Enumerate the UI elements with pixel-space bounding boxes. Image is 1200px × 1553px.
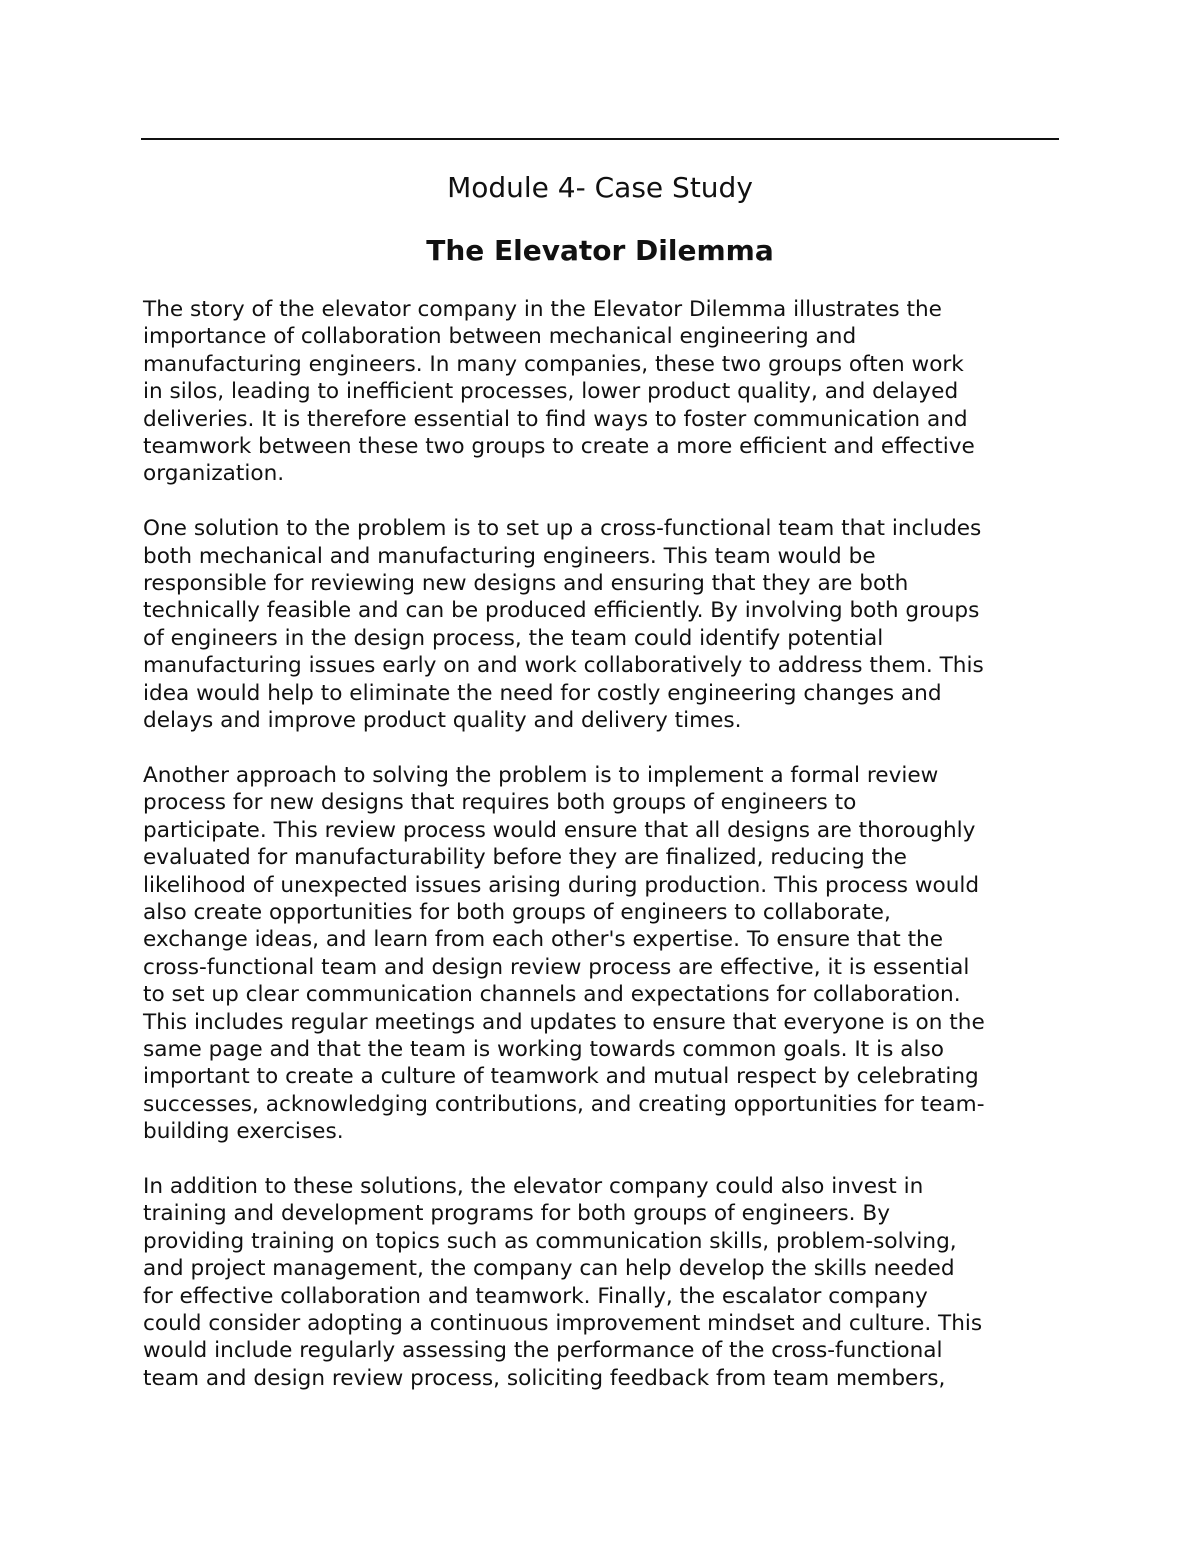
- paragraph: One solution to the problem is to set up a cross-functional team that includes both mechanical and manufacturing engineers. This team would be responsible for reviewing new designs and ensuring that they are both technically feasible and can be produced efficiently. By involving both groups of engineers in the design process, the team could identify potential manufacturing issues early on and work collaboratively to address them. This idea would help to eliminate the need for costly engineering changes and delays and improve product quality and delivery times.: [143, 516, 984, 734]
- paragraph: In addition to these solutions, the elevator company could also invest in training and development programs for both groups of engineers. By providing training on topics such as communication skills, problem-solving, and project management, the company can help develop the skills needed for effective collaboration and teamwork. Finally, the escalator company could consider adopting a continuous improvement mindset and culture. This would include regularly assessing the performance of the cross-functional team and design review process, soliciting feedback from team members,: [143, 1173, 983, 1391]
- document-body: [143, 296, 1073, 1420]
- header-rule: [141, 138, 1059, 140]
- document-title: The Elevator Dilemma: [426, 234, 774, 267]
- paragraph: The story of the elevator company in the Elevator Dilemma illustrates the importance of collaboration between mechanical engineering and manufacturing engineers. In many companies, these two groups often work in silos, leading to inefficient processes, lower product quality, and delayed deliveries. It is therefore essential to find ways to foster communication and teamwork between these two groups to create a more efficient and effective organization.: [143, 297, 975, 487]
- paragraph: Another approach to solving the problem is to implement a formal review process for new designs that requires both groups of engineers to participate. This review process would ensure that all designs are thoroughly evaluated for manufacturability before they are finalized, reducing the likelihood of unexpected issues arising during production. This process would also create opportunities for both groups of engineers to collaborate, exchange ideas, and learn from each other's expertise. To ensure that the cross-functional team and design review process are effective, it is essential to set up clear communication channels and expectations for collaboration. This includes regular meetings and updates to ensure that everyone is on the same page and that the team is working towards common goals. It is also important to create a culture of teamwork and mutual respect by celebrating successes, acknowledging contributions, and creating opportunities for team- building exercises.: [143, 762, 985, 1145]
- module-title: Module 4- Case Study: [447, 171, 753, 204]
